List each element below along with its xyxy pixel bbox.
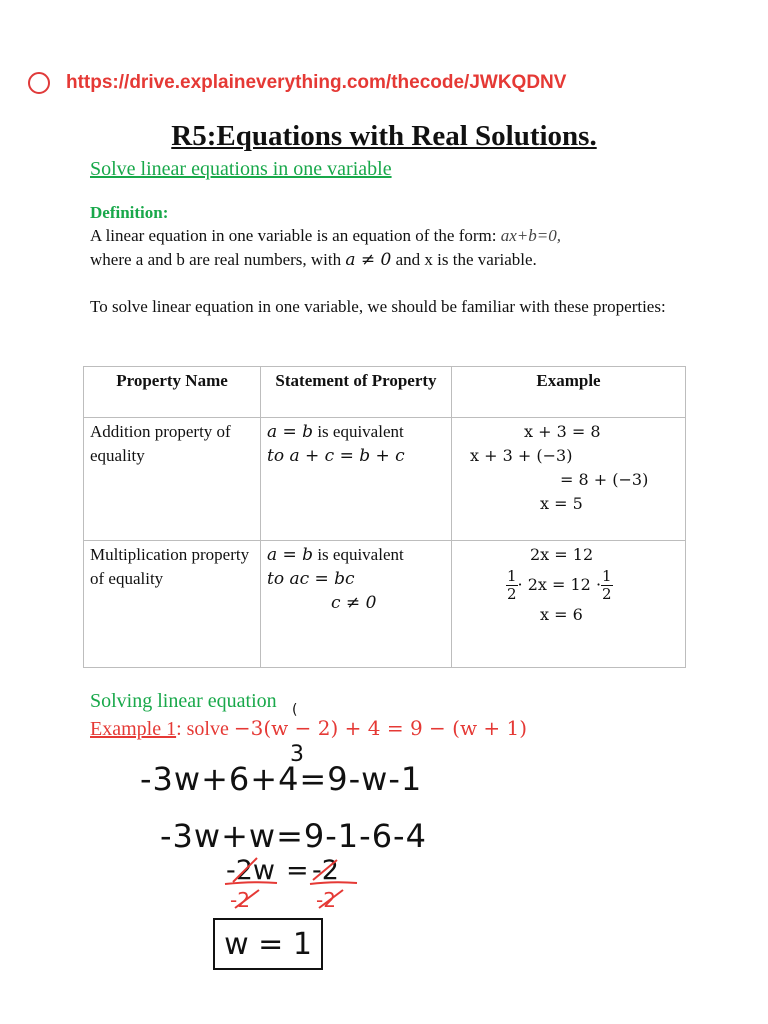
property-name-cell: Multiplication property of equality [84,541,261,668]
statement-math-2: to a + c = b + c [267,446,405,466]
example-line: = 8 + (−3) [560,470,649,489]
cancel-slash [313,860,337,880]
handwritten-tick: ( [292,702,298,718]
example-cell [452,541,686,668]
example-cell [452,418,686,541]
example-line: x + 3 + (−3) [470,446,573,465]
link-row [28,66,566,100]
header-example: Example [452,367,686,418]
example1-prefix: : solve [176,718,234,740]
definition-text [90,224,690,272]
answer-text: w = 1 [224,926,312,962]
section-subtitle: Solve linear equations in one variable [90,158,392,180]
fraction-denominator: 2 [507,585,517,603]
table-row [84,418,686,541]
fraction-bar-left [225,882,277,884]
intro-text: To solve linear equation in one variable, we should be familiar with these properties: [90,297,666,316]
answer-box [213,918,323,970]
fraction-numerator: 1 [507,567,517,585]
statement-text: is equivalent [313,422,404,441]
statement-condition: c ≠ 0 [331,593,377,613]
cancel-slash [233,858,257,882]
statement-math: a = b [267,422,314,442]
cancel-slash [235,890,259,908]
handwritten-step-2: -3w+w=9-1-6-4 [160,817,427,855]
definition-line2: where a and b are real numbers, with [90,250,346,269]
statement-math: a = b [267,545,314,565]
fraction [506,568,518,603]
example-fraction-line [458,567,679,603]
statement-math-2: to ac = bc [267,569,355,589]
example1-statement [90,716,527,741]
example1-equation: −3(w − 2) + 4 = 9 − (w + 1) [233,716,528,740]
handwritten-divisor-right: -2 [316,888,336,912]
definition-label: Definition: [90,203,169,222]
example-line: x = 6 [540,605,583,624]
definition-condition: a ≠ 0 [345,250,392,270]
fraction-bar-right [310,882,357,884]
handwritten-step-3-left: -2w [226,855,276,886]
explain-everything-link[interactable]: https://drive.explaineverything.com/thecode/JWKQDNV [66,72,567,93]
header-statement: Statement of Property [261,367,452,418]
section-heading: Solving linear equation [90,690,277,712]
table-row [84,541,686,668]
definition-line1: A linear equation in one variable is an equation of the form: [90,226,501,245]
fraction-numerator: 1 [602,567,612,585]
handwritten-step-3-equals: = [286,855,309,886]
fraction-denominator: 2 [602,585,612,603]
page-title: R5:Equations with Real Solutions. [171,120,597,152]
property-name-cell: Addition property of equality [84,418,261,541]
definition-form: ax+b=0, [500,226,561,245]
red-cancel-marks [215,850,365,914]
cancel-slash [319,890,343,908]
handwritten-step-1: -3w+6+4=9-w-1 [140,760,423,798]
example-line: x + 3 = 8 [524,422,601,441]
handwritten-step-3-right: -2 [312,855,339,886]
handwritten-annotation: 3 [290,742,304,767]
handwritten-divisor-left: -2 [230,888,250,912]
definition-line2-end: and x is the variable. [391,250,537,269]
example-line: 2x = 12 [530,545,594,564]
circle-icon [28,72,50,94]
example1-label: Example 1 [90,718,177,740]
statement-text: is equivalent [313,545,404,564]
example-line: · 2x = 12 · [517,575,602,594]
properties-table [83,366,686,668]
statement-cell [261,541,452,668]
example-line: x = 5 [540,494,583,513]
header-property-name: Property Name [84,367,261,418]
table-header-row [84,367,686,418]
fraction [601,568,613,603]
statement-cell [261,418,452,541]
